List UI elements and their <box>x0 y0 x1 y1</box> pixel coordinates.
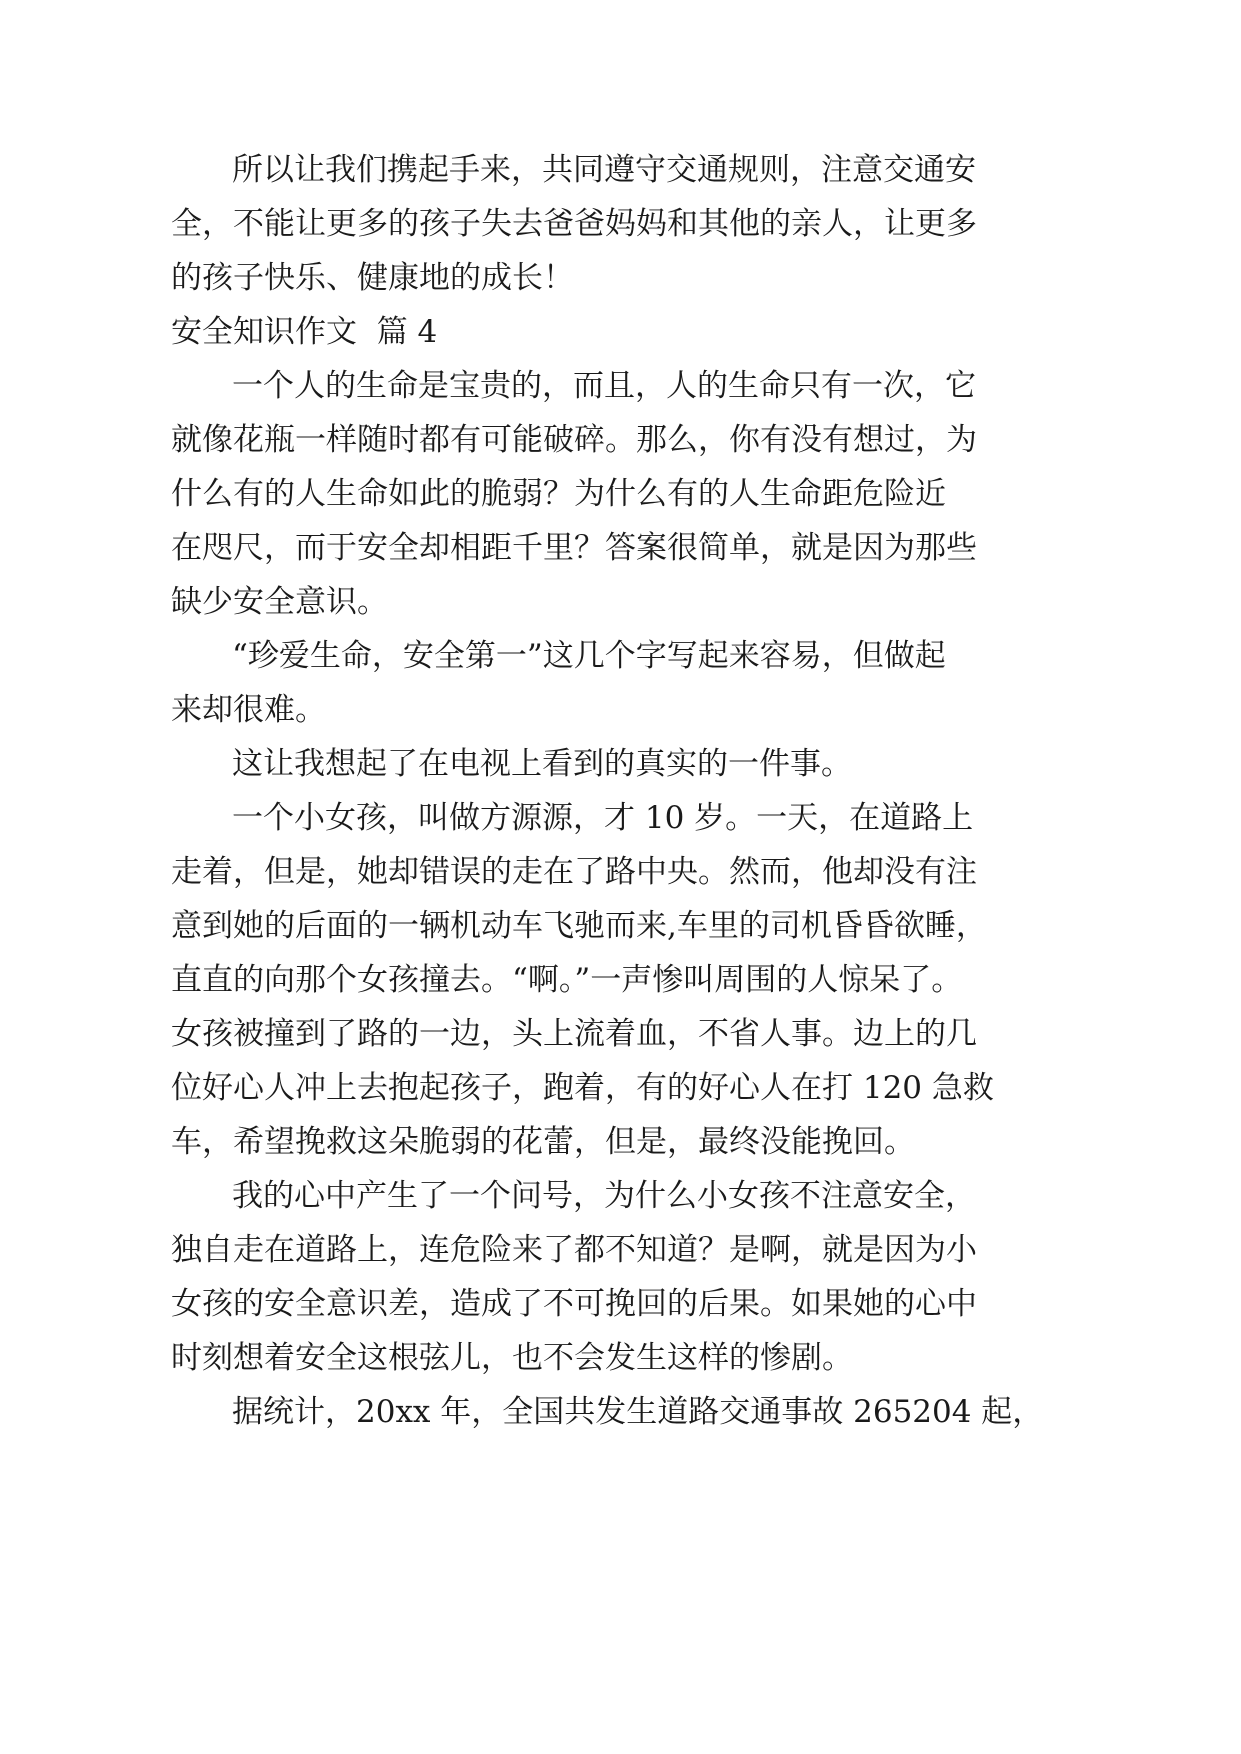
paragraph-line: 独自走在道路上，连危险来了都不知道？是啊，就是因为小 <box>171 1232 977 1268</box>
paragraph-line: 女孩被撞到了路的一边，头上流着血，不省人事。边上的几 <box>171 1016 977 1052</box>
section-heading: 安全知识作文 篇 4 <box>171 314 438 350</box>
paragraph-line: 这让我想起了在电视上看到的真实的一件事。 <box>232 746 852 782</box>
paragraph-line: 我的心中产生了一个问号，为什么小女孩不注意安全， <box>232 1178 976 1214</box>
paragraph-line: 车，希望挽救这朵脆弱的花蕾，但是，最终没能挽回。 <box>171 1124 915 1160</box>
paragraph-line: 直直的向那个女孩撞去。“啊。”一声惨叫周围的人惊呆了。 <box>171 962 963 998</box>
paragraph-line: 来却很难。 <box>171 692 326 728</box>
paragraph-line: 就像花瓶一样随时都有可能破碎。那么，你有没有想过，为 <box>171 422 977 458</box>
paragraph-line: 所以让我们携起手来，共同遵守交通规则，注意交通安 <box>232 152 976 188</box>
paragraph-line: 女孩的安全意识差，造成了不可挽回的后果。如果她的心中 <box>171 1286 977 1322</box>
paragraph-line: 走着，但是，她却错误的走在了路中央。然而，他却没有注 <box>171 854 977 890</box>
paragraph-line: 意到她的后面的一辆机动车飞驰而来,车里的司机昏昏欲睡， <box>171 908 987 944</box>
paragraph-line: 一个小女孩，叫做方源源，才 10 岁。一天，在道路上 <box>232 800 974 836</box>
paragraph-line: “珍爱生命，安全第一”这几个字写起来容易，但做起 <box>232 638 946 674</box>
paragraph-line: 的孩子快乐、健康地的成长！ <box>171 260 574 296</box>
paragraph-line: 时刻想着安全这根弦儿，也不会发生这样的惨剧。 <box>171 1340 853 1376</box>
paragraph-line: 位好心人冲上去抱起孩子，跑着，有的好心人在打 120 急救 <box>171 1070 994 1106</box>
paragraph-line: 一个人的生命是宝贵的，而且，人的生命只有一次，它 <box>232 368 976 404</box>
paragraph-line: 全，不能让更多的孩子失去爸爸妈妈和其他的亲人，让更多 <box>171 206 977 242</box>
paragraph-line: 据统计，20xx 年，全国共发生道路交通事故 265204 起， <box>232 1394 1044 1430</box>
paragraph-line: 什么有的人生命如此的脆弱？为什么有的人生命距危险近 <box>171 476 946 512</box>
paragraph-line: 缺少安全意识。 <box>171 584 388 620</box>
paragraph-line: 在咫尺，而于安全却相距千里？答案很简单，就是因为那些 <box>171 530 977 566</box>
